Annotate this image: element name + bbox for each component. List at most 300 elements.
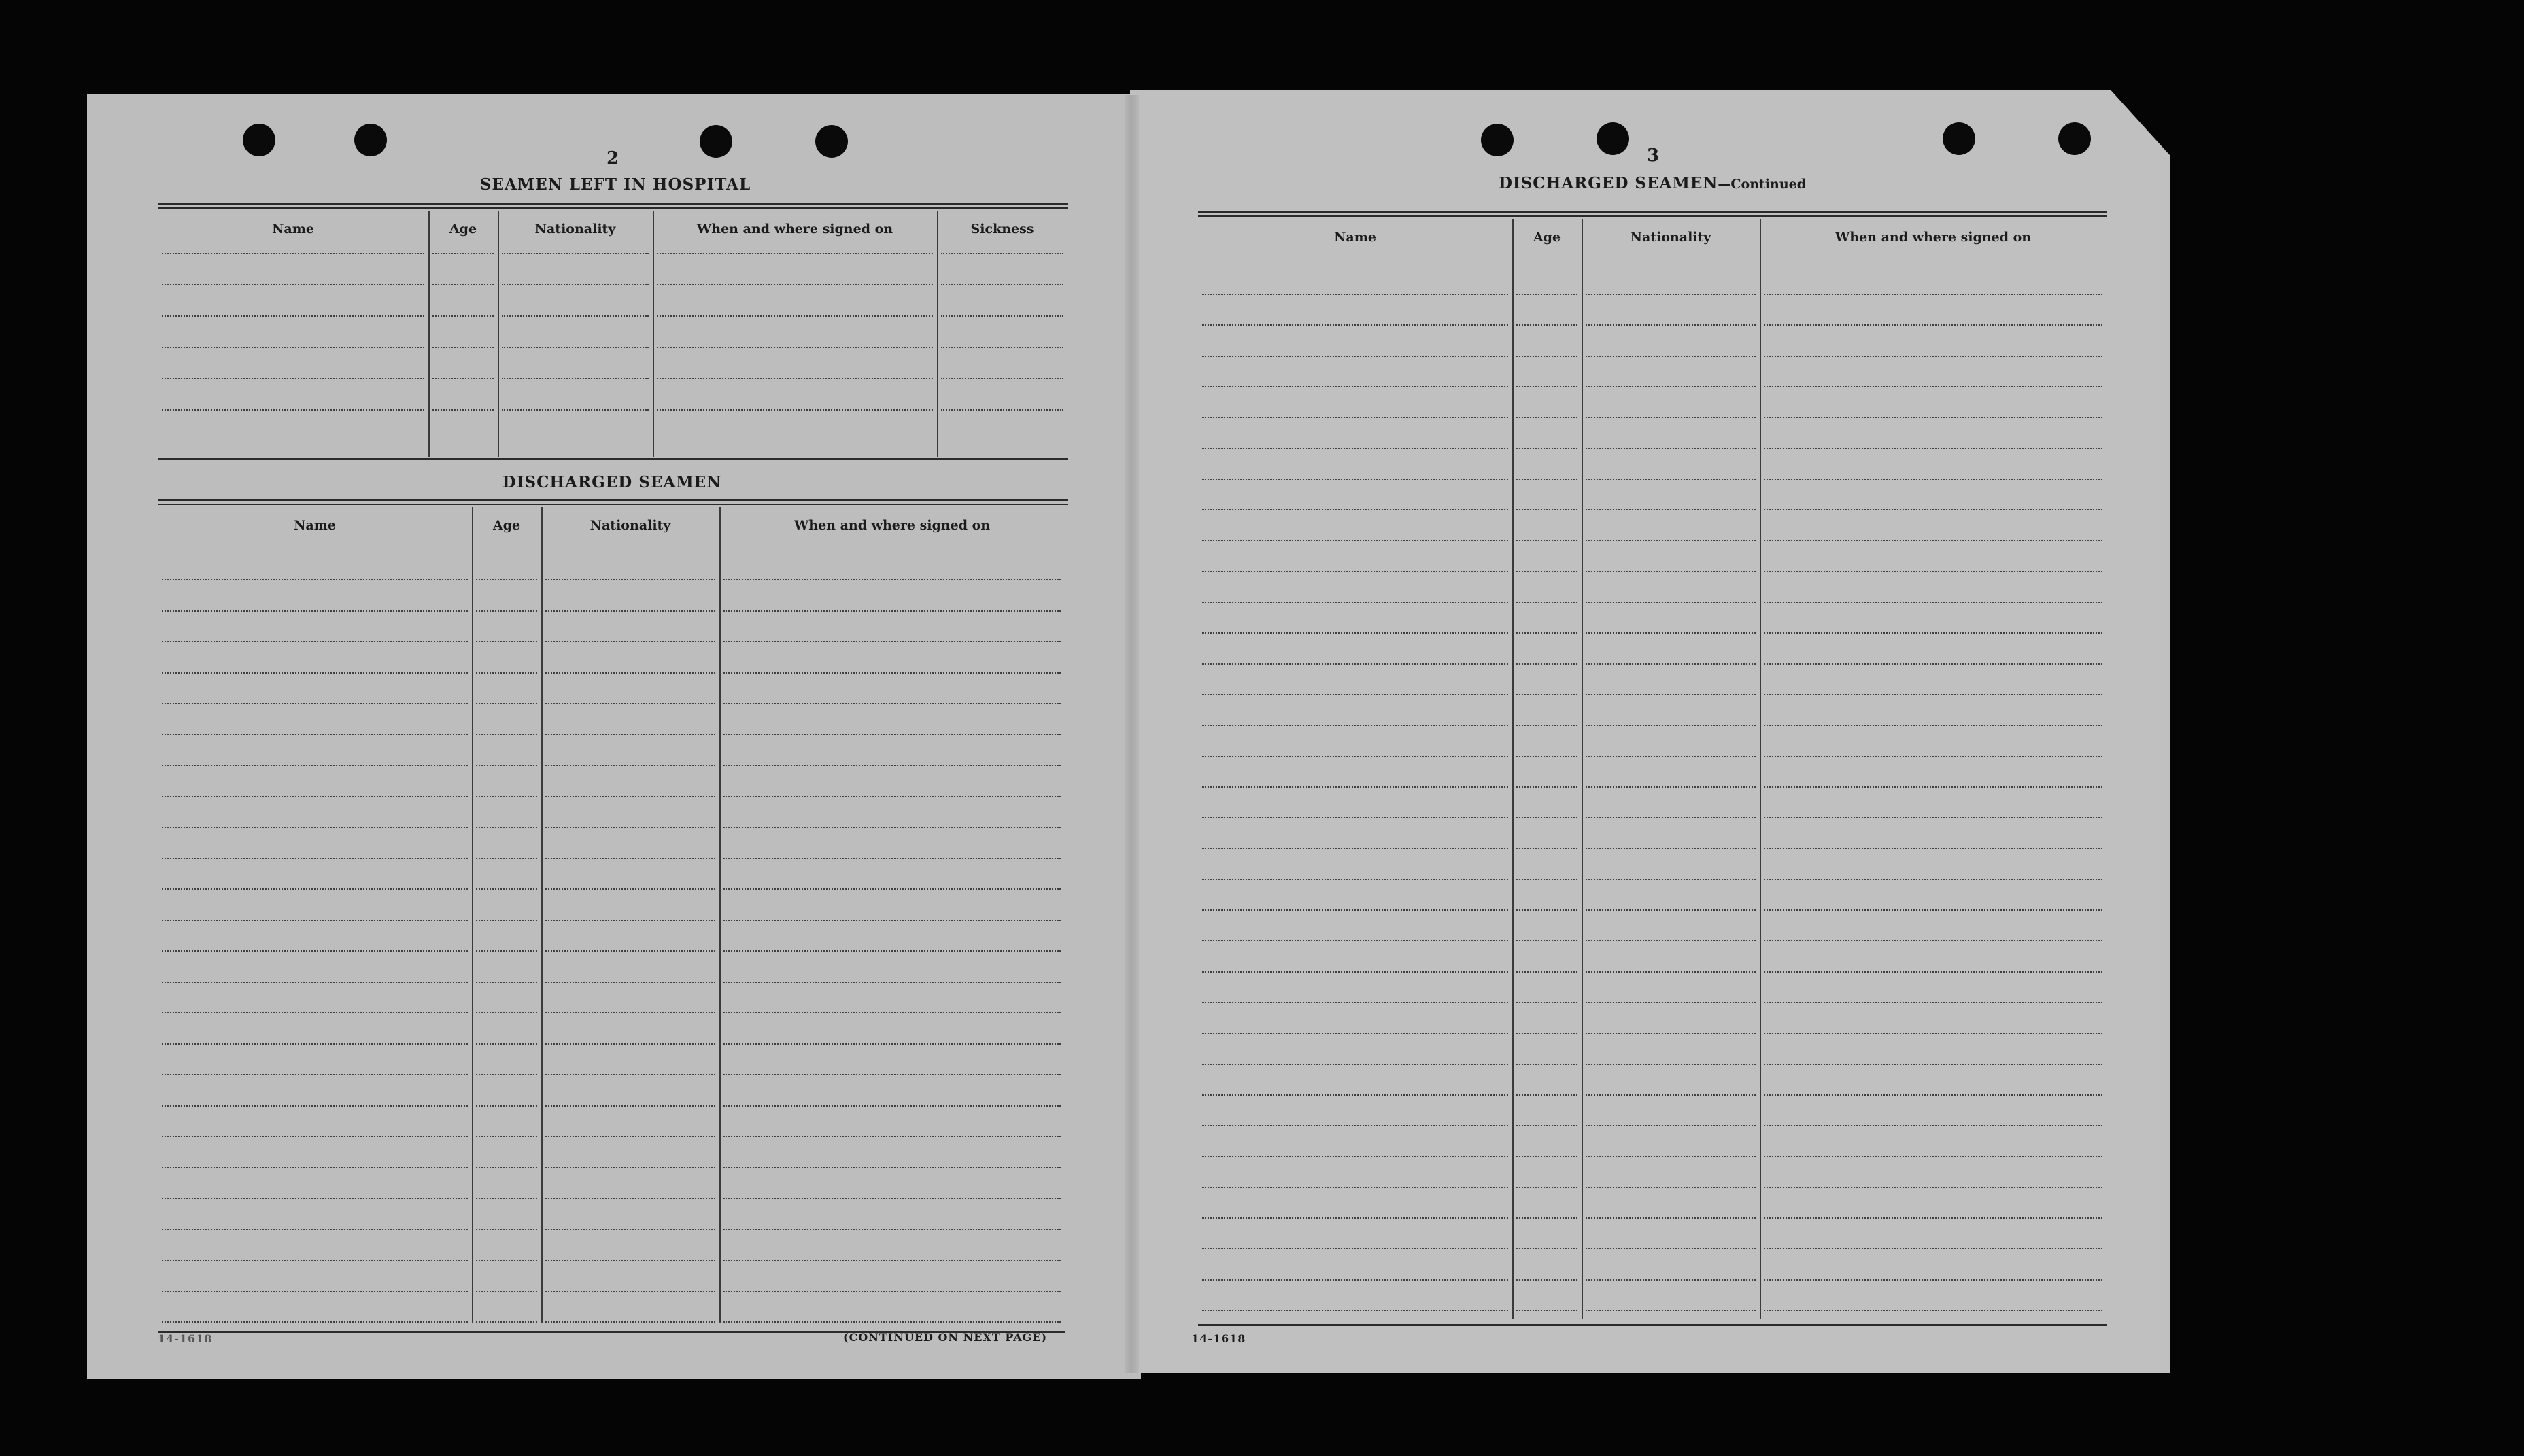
table-row-line [723, 1321, 1061, 1323]
table-row-line [723, 888, 1061, 890]
table-row-line [1586, 1033, 1756, 1034]
table-row-line [476, 734, 537, 735]
table-row-line [545, 982, 715, 983]
table-row-line [162, 827, 468, 828]
table-row-line [476, 920, 537, 921]
table-row-line [162, 1321, 468, 1323]
table-row-line [1764, 602, 2102, 603]
table-row-line [162, 1167, 468, 1168]
table-row-line [1516, 786, 1577, 788]
table-row-line [723, 982, 1061, 983]
table-row-line [723, 1167, 1061, 1168]
table-row-line [941, 378, 1063, 379]
table-row-line [1516, 1279, 1577, 1281]
table-row-line [723, 858, 1061, 859]
table-row-line [545, 920, 715, 921]
table-row-line [1202, 417, 1508, 418]
table-row-line [1516, 909, 1577, 911]
table-row-line [162, 409, 424, 411]
table-row-line [1202, 879, 1508, 880]
table-row-line [1764, 540, 2102, 541]
table-row-line [1516, 294, 1577, 295]
table-row-line [1202, 817, 1508, 818]
table-row-line [162, 672, 468, 674]
table-row-line [545, 1043, 715, 1045]
table-row-line [545, 1167, 715, 1168]
table-row-line [476, 703, 537, 704]
column-divider [1512, 219, 1514, 1319]
table-row-line [1586, 725, 1756, 726]
table-row-line [1202, 1310, 1508, 1311]
table-row-line [1586, 1279, 1756, 1281]
table-row-line [1516, 632, 1577, 634]
table-row-line [941, 409, 1063, 411]
table-row-line [1202, 324, 1508, 326]
table-row-line [1516, 879, 1577, 880]
table-row-line [1202, 848, 1508, 849]
column-divider [1760, 219, 1761, 1319]
table-row-line [545, 1291, 715, 1292]
table-row-line [1202, 909, 1508, 911]
table-row-line [1516, 940, 1577, 941]
table-row-line [545, 579, 715, 580]
punch-hole [1597, 122, 1629, 155]
column-divider [937, 211, 938, 457]
table-row-line [1764, 479, 2102, 480]
column-header: Age [1533, 230, 1561, 245]
column-divider [498, 211, 499, 457]
table-row-line [162, 796, 468, 797]
table-row-line [1202, 1217, 1508, 1219]
column-header: Name [272, 222, 314, 237]
table-row-line [941, 253, 1063, 254]
table-row-line [1202, 663, 1508, 665]
table-row-line [1586, 324, 1756, 326]
column-header: When and where signed on [794, 518, 991, 533]
table-row-line [545, 610, 715, 612]
table-row-line [545, 641, 715, 642]
table-row-line [1516, 386, 1577, 387]
continued-note: (CONTINUED ON NEXT PAGE) [843, 1331, 1048, 1344]
column-header: Name [1334, 230, 1376, 245]
table-row-line [1586, 632, 1756, 634]
column-header: Sickness [970, 222, 1034, 237]
table-row-line [545, 1229, 715, 1230]
table-row-line [1764, 1125, 2102, 1126]
column-header: Age [492, 518, 521, 533]
table-row-line [1586, 663, 1756, 665]
table-row-line [1516, 1064, 1577, 1065]
table-row-line [1202, 1064, 1508, 1065]
table-row-line [1516, 663, 1577, 665]
table-row-line [1202, 479, 1508, 480]
page-number: 3 [1646, 145, 1660, 166]
table-row-line [476, 1012, 537, 1013]
table-row-line [1202, 540, 1508, 541]
table-row-line [1586, 509, 1756, 510]
table-row-line [1516, 848, 1577, 849]
table-row-line [723, 641, 1061, 642]
table-row-line [162, 253, 424, 254]
table-row-line [723, 672, 1061, 674]
table-row-line [1764, 417, 2102, 418]
discharged-section-title: DISCHARGED SEAMEN [502, 473, 722, 491]
table-row-line [476, 796, 537, 797]
table-row-line [1516, 1156, 1577, 1157]
table-row-line [723, 920, 1061, 921]
table-row-line [1586, 848, 1756, 849]
discharged-continued-title [1455, 174, 1849, 192]
punch-hole [700, 125, 732, 158]
table-row-line [1764, 356, 2102, 357]
table-row-line [432, 253, 494, 254]
table-row-line [1516, 324, 1577, 326]
table-row-line [1764, 632, 2102, 634]
table-row-line [657, 315, 933, 317]
table-row-line [723, 1260, 1061, 1261]
column-header: Name [294, 518, 336, 533]
table-row-line [723, 950, 1061, 952]
table-row-line [723, 1074, 1061, 1075]
table-row-line [545, 1012, 715, 1013]
table-row-line [1764, 294, 2102, 295]
table-row-line [545, 1260, 715, 1261]
left-page [87, 94, 1141, 1379]
table-row-line [1586, 1002, 1756, 1003]
table-row-line [1516, 756, 1577, 757]
page-fold [1125, 95, 1139, 1373]
table-row-line [1202, 725, 1508, 726]
table-row-line [1516, 725, 1577, 726]
discharged-table-top-rule [158, 499, 1068, 505]
table-row-line [476, 765, 537, 766]
right-page [1130, 90, 2170, 1373]
table-row-line [1202, 1248, 1508, 1249]
table-row-line [723, 1291, 1061, 1292]
table-row-line [1764, 848, 2102, 849]
table-row-line [1764, 1094, 2102, 1096]
table-row-line [1586, 1156, 1756, 1157]
table-row-line [723, 1105, 1061, 1107]
table-row-line [1764, 571, 2102, 572]
table-row-line [1764, 909, 2102, 911]
table-row-line [1202, 1279, 1508, 1281]
table-row-line [1586, 1125, 1756, 1126]
table-row-line [162, 734, 468, 735]
table-row-line [1764, 1033, 2102, 1034]
table-row-line [1586, 1094, 1756, 1096]
table-row-line [723, 1229, 1061, 1230]
column-divider [428, 211, 430, 457]
column-header: Age [449, 222, 477, 237]
table-row-line [162, 1012, 468, 1013]
table-row-line [1764, 694, 2102, 695]
table-row-line [1586, 1310, 1756, 1311]
table-row-line [432, 347, 494, 348]
table-row-line [545, 827, 715, 828]
title-text: DISCHARGED SEAMEN [1498, 174, 1718, 192]
table-row-line [162, 920, 468, 921]
table-row-line [162, 315, 424, 317]
table-row-line [162, 765, 468, 766]
table-row-line [941, 347, 1063, 348]
table-row-line [1586, 1064, 1756, 1065]
table-row-line [476, 950, 537, 952]
table-row-line [162, 378, 424, 379]
column-header: Nationality [1630, 230, 1711, 245]
table-row-line [476, 1167, 537, 1168]
table-row-line [1764, 1217, 2102, 1219]
table-row-line [657, 253, 933, 254]
table-row-line [1202, 971, 1508, 973]
table-row-line [1202, 940, 1508, 941]
table-row-line [162, 1260, 468, 1261]
table-row-line [1516, 1217, 1577, 1219]
table-row-line [1764, 879, 2102, 880]
table-row-line [1516, 1310, 1577, 1311]
table-row-line [502, 347, 649, 348]
table-row-line [162, 950, 468, 952]
table-row-line [1202, 448, 1508, 449]
table-row-line [1516, 1187, 1577, 1188]
table-row-line [1586, 479, 1756, 480]
table-row-line [1764, 1187, 2102, 1188]
table-row-line [476, 1260, 537, 1261]
column-header: When and where signed on [696, 222, 893, 237]
table-row-line [1516, 1248, 1577, 1249]
column-divider [541, 507, 543, 1323]
table-row-line [476, 579, 537, 580]
table-bottom-rule [158, 458, 1068, 460]
table-row-line [723, 703, 1061, 704]
table-row-line [162, 858, 468, 859]
table-row-line [162, 1198, 468, 1199]
table-row-line [723, 827, 1061, 828]
table-row-line [476, 827, 537, 828]
torn-corner [2108, 87, 2176, 162]
table-row-line [723, 734, 1061, 735]
form-number: 14-1618 [1191, 1332, 1246, 1345]
punch-hole [815, 125, 848, 158]
form-number: 14-1618 [158, 1332, 213, 1345]
table-row-line [1586, 356, 1756, 357]
table-row-line [941, 315, 1063, 317]
table-row-line [1516, 1125, 1577, 1126]
table-row-line [1586, 786, 1756, 788]
table-row-line [1764, 1310, 2102, 1311]
table-row-line [162, 1043, 468, 1045]
table-row-line [1516, 971, 1577, 973]
table-row-line [502, 253, 649, 254]
table-row-line [476, 610, 537, 612]
column-divider [719, 507, 721, 1323]
table-row-line [1764, 1156, 2102, 1157]
table-row-line [1586, 1187, 1756, 1188]
table-row-line [1764, 1279, 2102, 1281]
table-row-line [1764, 756, 2102, 757]
table-row-line [162, 1136, 468, 1137]
table-row-line [1516, 1002, 1577, 1003]
table-row-line [1586, 909, 1756, 911]
table-row-line [476, 982, 537, 983]
table-row-line [545, 1321, 715, 1323]
table-row-line [1586, 971, 1756, 973]
table-row-line [1516, 509, 1577, 510]
table-row-line [1202, 1156, 1508, 1157]
table-row-line [476, 1136, 537, 1137]
table-row-line [476, 1229, 537, 1230]
column-header: When and where signed on [1835, 230, 2032, 245]
table-row-line [476, 1105, 537, 1107]
table-row-line [476, 888, 537, 890]
table-row-line [162, 982, 468, 983]
table-row-line [657, 409, 933, 411]
table-row-line [1516, 817, 1577, 818]
table-row-line [1516, 1033, 1577, 1034]
table-row-line [723, 579, 1061, 580]
table-row-line [162, 1074, 468, 1075]
table-row-line [1764, 786, 2102, 788]
table-row-line [1586, 386, 1756, 387]
table-row-line [1202, 632, 1508, 634]
table-row-line [1586, 940, 1756, 941]
table-row-line [162, 1229, 468, 1230]
page-number: 2 [606, 148, 619, 169]
table-row-line [545, 1105, 715, 1107]
table-row-line [1202, 1187, 1508, 1188]
punch-hole [2058, 122, 2091, 155]
table-row-line [1202, 386, 1508, 387]
table-row-line [1202, 1125, 1508, 1126]
table-row-line [657, 378, 933, 379]
table-row-line [1586, 571, 1756, 572]
column-divider [653, 211, 654, 457]
table-row-line [1764, 386, 2102, 387]
table-row-line [1764, 448, 2102, 449]
table-row-line [1586, 602, 1756, 603]
table-row-line [545, 950, 715, 952]
hospital-section-title: SEAMEN LEFT IN HOSPITAL [479, 175, 751, 194]
table-row-line [1586, 540, 1756, 541]
table-bottom-rule [1198, 1324, 2107, 1326]
table-row-line [476, 1321, 537, 1323]
table-row-line [476, 858, 537, 859]
table-row-line [1516, 356, 1577, 357]
table-row-line [162, 641, 468, 642]
table-row-line [1764, 1002, 2102, 1003]
table-row-line [1202, 356, 1508, 357]
table-row-line [476, 1074, 537, 1075]
table-row-line [162, 347, 424, 348]
table-row-line [545, 765, 715, 766]
table-row-line [1764, 324, 2102, 326]
table-row-line [476, 672, 537, 674]
title-suffix: —Continued [1718, 177, 1807, 192]
table-row-line [1202, 509, 1508, 510]
table-row-line [1202, 571, 1508, 572]
punch-hole [243, 124, 275, 156]
table-row-line [545, 1198, 715, 1199]
table-row-line [723, 765, 1061, 766]
table-row-line [723, 610, 1061, 612]
table-row-line [1764, 817, 2102, 818]
table-row-line [476, 1043, 537, 1045]
table-row-line [432, 378, 494, 379]
table-row-line [1764, 940, 2102, 941]
table-row-line [162, 610, 468, 612]
table-row-line [502, 409, 649, 411]
column-header: Nationality [590, 518, 671, 533]
punch-hole [1481, 124, 1514, 156]
table-row-line [545, 1074, 715, 1075]
table-row-line [1202, 1033, 1508, 1034]
table-row-line [1764, 725, 2102, 726]
table-row-line [162, 1105, 468, 1107]
table-row-line [657, 347, 933, 348]
table-row-line [502, 378, 649, 379]
table-row-line [1202, 1002, 1508, 1003]
table-row-line [1516, 540, 1577, 541]
table-row-line [1586, 294, 1756, 295]
table-row-line [1516, 448, 1577, 449]
table-row-line [1202, 786, 1508, 788]
table-row-line [1764, 971, 2102, 973]
table-row-line [1202, 694, 1508, 695]
table-row-line [545, 858, 715, 859]
table-row-line [723, 1136, 1061, 1137]
table-row-line [1516, 1094, 1577, 1096]
table-row-line [657, 284, 933, 285]
table-row-line [476, 1291, 537, 1292]
table-row-line [162, 888, 468, 890]
table-row-line [545, 796, 715, 797]
table-row-line [545, 734, 715, 735]
column-divider [472, 507, 473, 1323]
table-row-line [941, 284, 1063, 285]
table-row-line [162, 1291, 468, 1292]
table-row-line [1202, 756, 1508, 757]
table-row-line [1202, 602, 1508, 603]
table-row-line [1586, 1217, 1756, 1219]
column-divider [1582, 219, 1583, 1319]
table-row-line [545, 672, 715, 674]
table-row-line [1516, 602, 1577, 603]
table-row-line [162, 579, 468, 580]
punch-hole [1943, 122, 1975, 155]
table-row-line [476, 1198, 537, 1199]
table-row-line [1516, 417, 1577, 418]
table-row-line [502, 315, 649, 317]
table-row-line [545, 1136, 715, 1137]
hospital-table-top-rule [158, 203, 1068, 209]
table-row-line [1516, 571, 1577, 572]
table-row-line [476, 641, 537, 642]
table-row-line [545, 888, 715, 890]
table-row-line [1586, 817, 1756, 818]
table-row-line [1764, 509, 2102, 510]
table-row-line [723, 1012, 1061, 1013]
table-row-line [545, 703, 715, 704]
table-row-line [723, 1043, 1061, 1045]
table-row-line [1586, 1248, 1756, 1249]
table-row-line [1586, 448, 1756, 449]
table-row-line [1586, 756, 1756, 757]
table-row-line [1516, 479, 1577, 480]
table-row-line [432, 315, 494, 317]
table-row-line [1202, 1094, 1508, 1096]
table-row-line [432, 409, 494, 411]
table-row-line [502, 284, 649, 285]
